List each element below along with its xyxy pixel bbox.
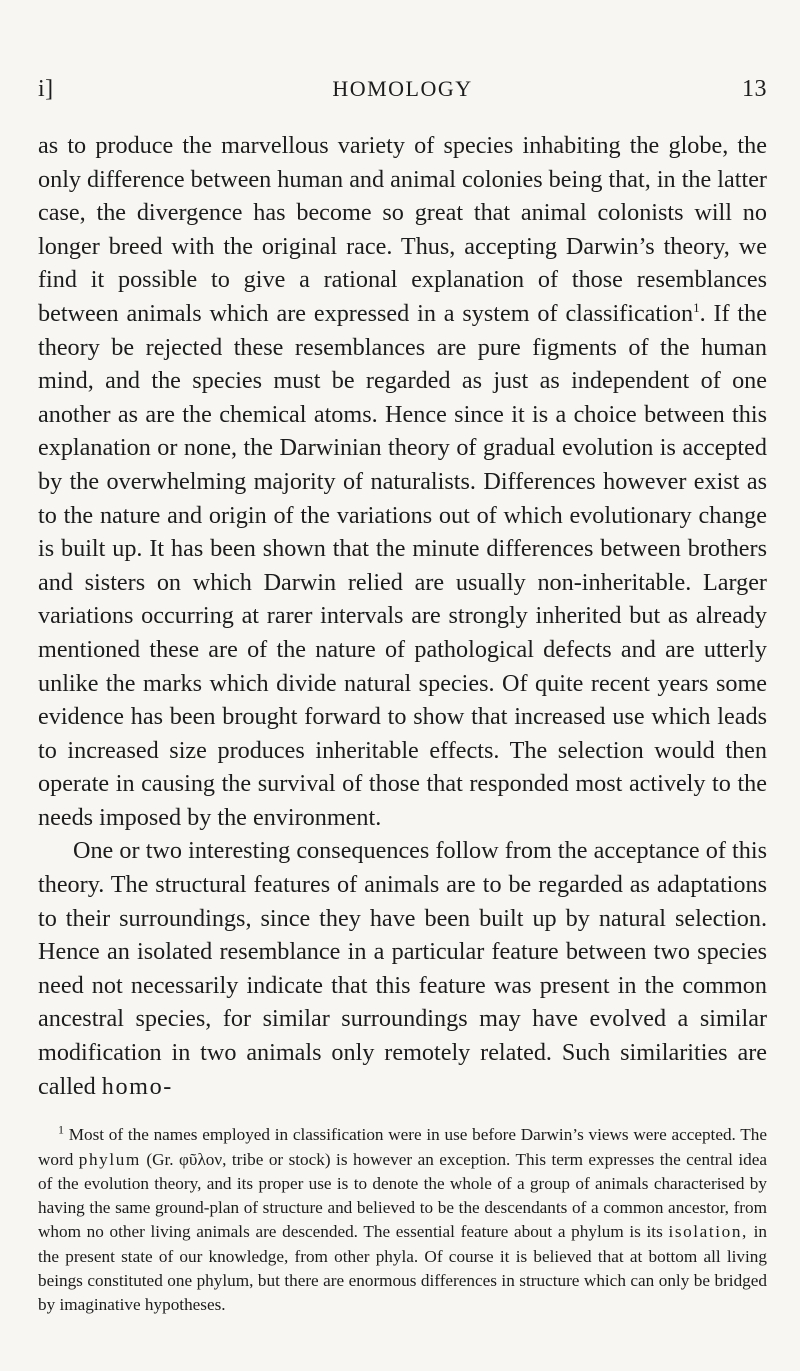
footnote-text-b: (Gr. φῦλον, tribe or stock) is however an exception. This term expresses the central idea of the evolution theory, and its proper use is to denote the whole of a group of animals characterised by having the same ground-plan of structure and believed to be the descendants of a common ancestor, from whom no other living animals are descended. The essential feature about a phylum is its xyxy=(38,1149,768,1242)
paragraph-1-text-a: as to produce the marvellous variety of species inhabiting the globe, the only difference between human and animal colonies being that, in the latter case, the divergence has become so great that animal colonists will no longer breed with the original race. Thus, accepting Darwin’s theory, we find it possible to give a rational explanation of those resemblances between animals which are expressed in a system of classification xyxy=(38,132,767,327)
paragraph-2-spaced-word: homo- xyxy=(101,1072,173,1100)
paragraph-2-text: One or two interesting consequences follow from the acceptance of this theory. The structural features of animals are to be regarded as adaptations to their surroundings, since they have been built up by natural selection. Hence an isolated resemblance in a particular feature between two species need not necessarily indicate that this feature was present in the common ancestral species, for similar surroundings may have evolved a similar modification in two animals only remotely related. Such similarities are called xyxy=(38,837,767,1100)
footnote-term-phylum: phylum xyxy=(78,1149,141,1169)
footnote-text-a: Most of the names employed in classification were in use before Darwin’s views were accepted. The word xyxy=(38,1125,767,1169)
footnotes xyxy=(38,1123,767,1317)
chapter-marker: i] xyxy=(38,76,54,102)
paragraph-2 xyxy=(38,834,767,1103)
paragraph-1-text-b: . If the theory be rejected these resemblances are pure figments of the human mind, and the species must be regarded as just as independent of one another as are the chemical atoms. Hence since it is a choice between this explanation or none, the Darwinian theory of gradual evolution is accepted by the overwhelming majority of naturalists. Differences however exist as to the nature and origin of the variations out of which evolutionary change is built up. It has been shown that the minute differences between brothers and sisters on which Darwin relied are usually non-inheritable. Larger variations occurring at rarer intervals are strongly inherited but as already mentioned these are of the nature of pathological defects and are utterly unlike the marks which divide natural species. Of quite recent years some evidence has been brought forward to show that increased use which leads to increased size produces inheritable effects. The selection would then operate in causing the survival of those that responded most actively to the needs imposed by the environment. xyxy=(38,299,767,831)
footnote-marker: 1 xyxy=(58,1122,64,1137)
book-page xyxy=(38,76,767,1318)
footnote-text-c: in the present state of our knowledge, from other phyla. Of course it is believed that at bottom all living beings constituted one phylum, but there are enormous differences in structure which can only be bridged by imaginative hypotheses. xyxy=(38,1222,768,1315)
footnote-reference[interactable]: 1 xyxy=(693,299,700,315)
running-title: HOMOLOGY xyxy=(332,76,473,101)
footnote-1 xyxy=(38,1123,767,1317)
body-text xyxy=(38,129,767,1103)
footnote-term-isolation: isolation, xyxy=(668,1222,748,1242)
page-number: 13 xyxy=(741,76,767,102)
paragraph-1 xyxy=(38,129,767,834)
running-head xyxy=(38,76,767,103)
